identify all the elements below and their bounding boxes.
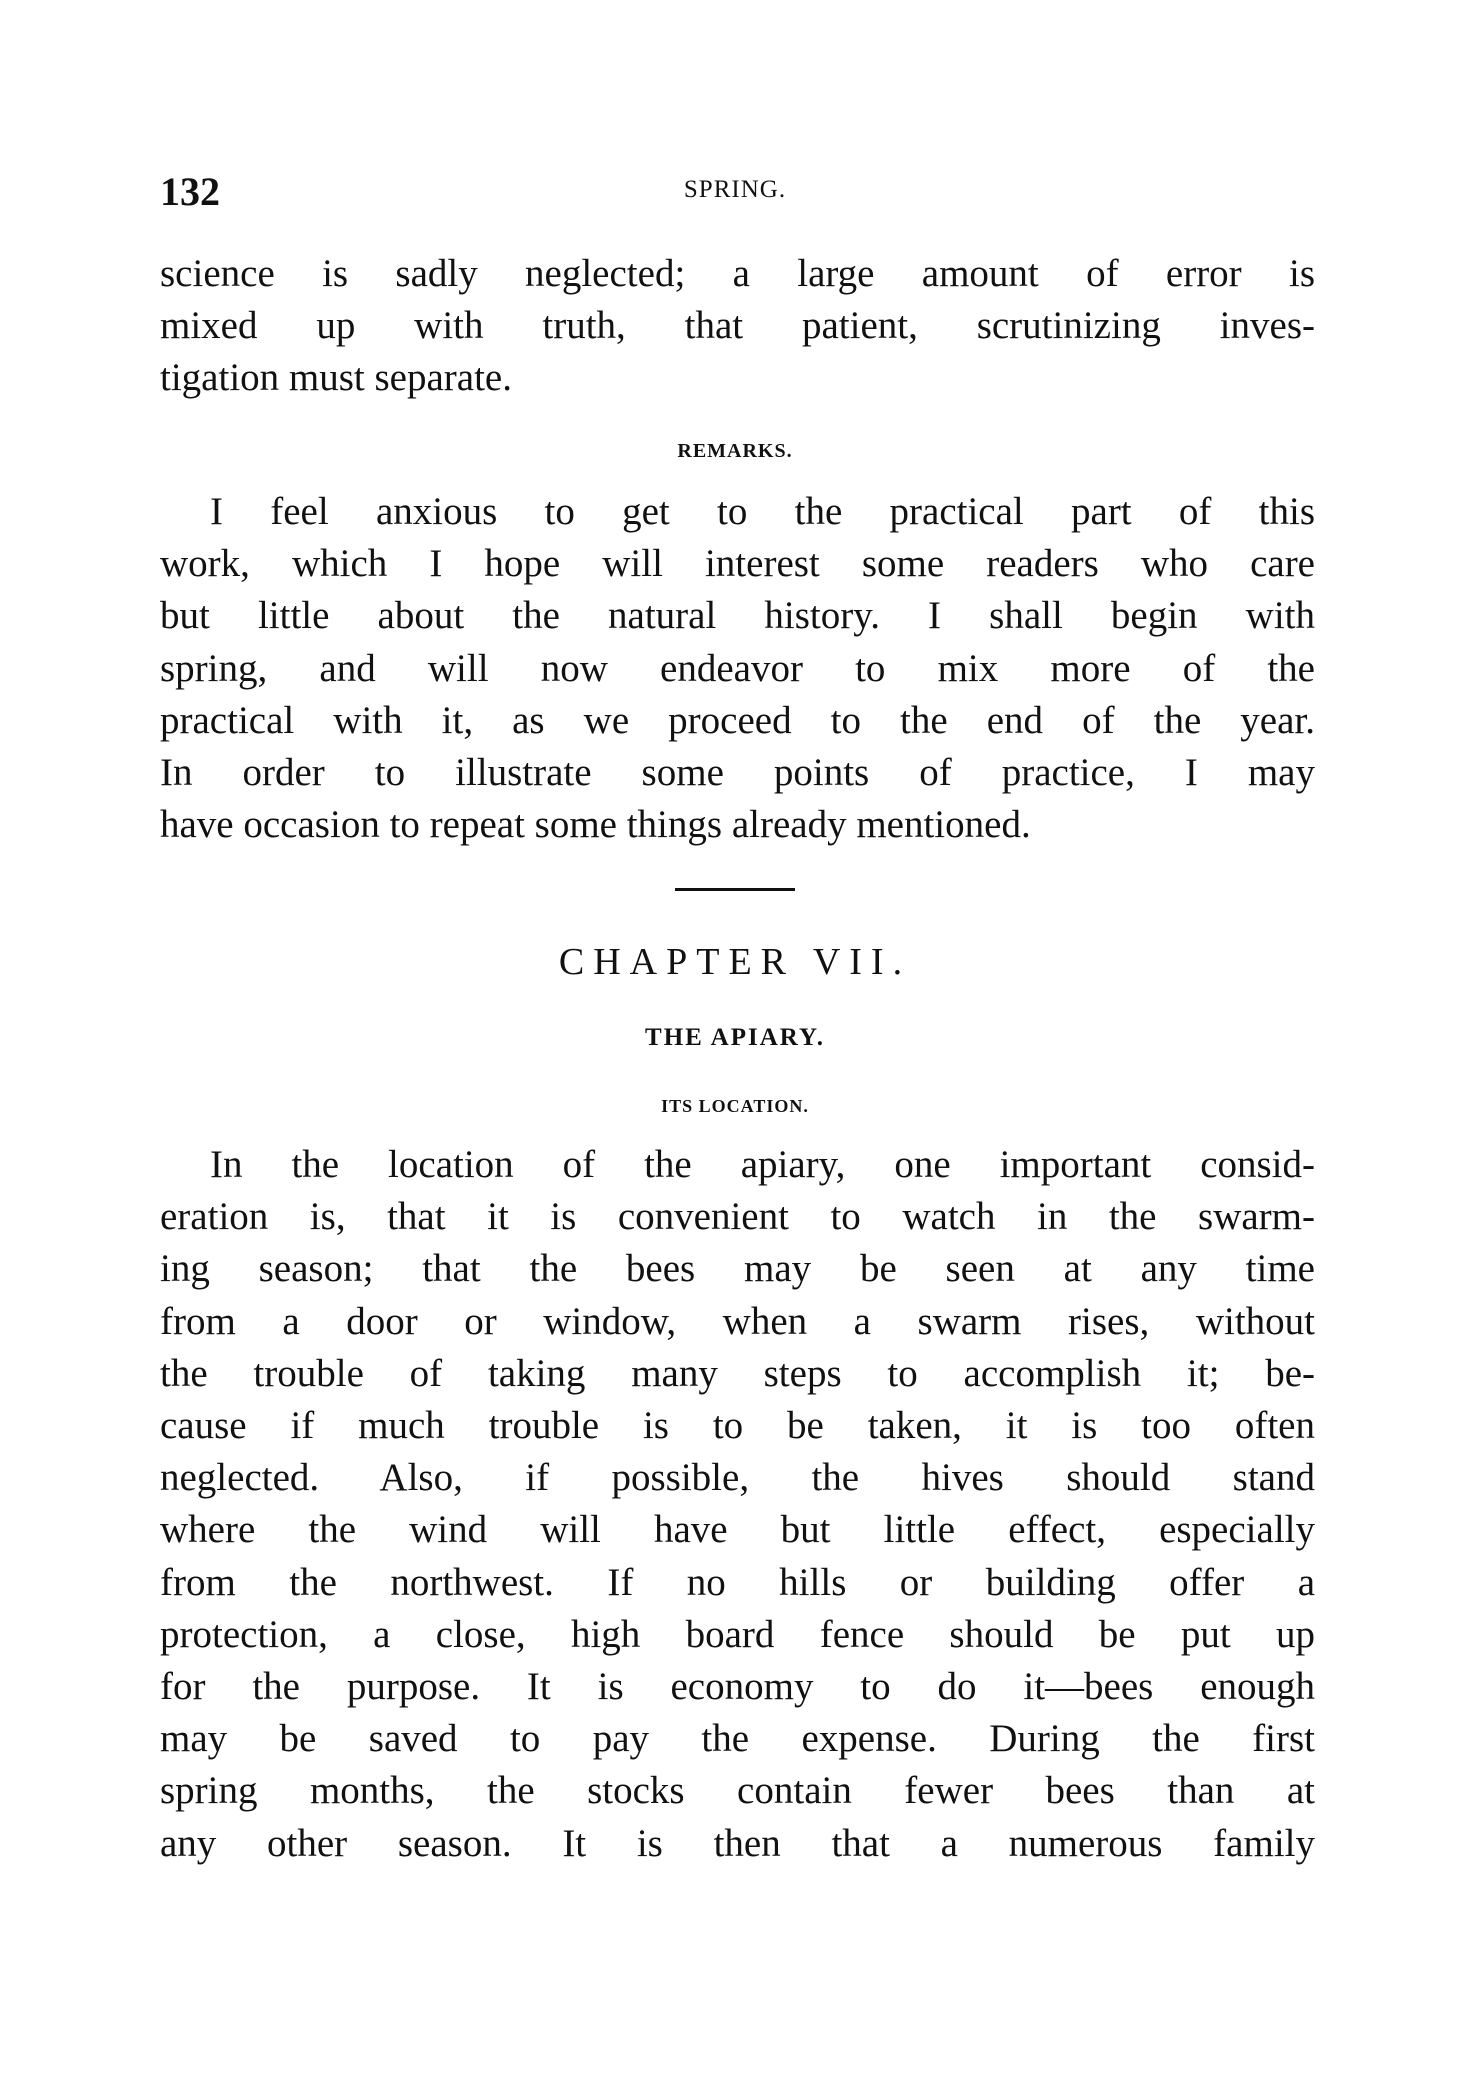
text-line: neglected. Also, if possible, the hives should stand [160,1456,1315,1500]
chapter-subtitle: THE APIARY. [645,1024,825,1051]
text-line: where the wind will have but little effect, especially [160,1508,1315,1552]
section-heading: ITS LOCATION. [661,1096,809,1116]
divider-rule [675,888,795,891]
text-line: work, which I hope will interest some readers who care [160,542,1315,586]
text-line: cause if much trouble is to be taken, it is too often [160,1404,1315,1447]
text-line: the trouble of taking many steps to accomplish it; be- [160,1351,1315,1395]
page-number: 132 [160,169,220,214]
text-line: but little about the natural history. I shall begin with [160,594,1315,638]
text-line: ing season; that the bees may be seen at any time [160,1247,1315,1291]
text-line: eration is, that it is convenient to watch in the swarm- [160,1195,1315,1239]
chapter-title: CHAPTER VII. [558,941,912,983]
remarks-heading: REMARKS. [677,440,793,462]
text-line: tigation must separate. [160,356,512,400]
text-line: any other season. It is then that a numerous family [160,1821,1315,1865]
text-line: protection, a close, high board fence should be put up [160,1612,1315,1656]
text-line: mixed up with truth, that patient, scrutinizing inves- [160,304,1315,348]
text-line: spring months, the stocks contain fewer bees than at [160,1769,1315,1813]
text-line: may be saved to pay the expense. During the first [160,1717,1315,1761]
running-title: SPRING. [683,176,787,203]
text-line: I feel anxious to get to the practical part of this [210,490,1315,533]
text-line: In order to illustrate some points of practice, I may [160,751,1315,794]
text-line: In the location of the apiary, one important consid- [210,1143,1315,1186]
text-line: science is sadly neglected; a large amount of error is [160,252,1315,295]
text-line: spring, and will now endeavor to mix more of the [160,646,1315,690]
text-line: practical with it, as we proceed to the end of the year. [160,698,1315,742]
text-line: for the purpose. It is economy to do it—bees enough [160,1665,1315,1708]
text-line: from a door or window, when a swarm rises, without [160,1299,1315,1343]
text-line: from the northwest. If no hills or building offer a [160,1560,1315,1604]
text-line: have occasion to repeat some things already mentioned. [160,803,1031,847]
